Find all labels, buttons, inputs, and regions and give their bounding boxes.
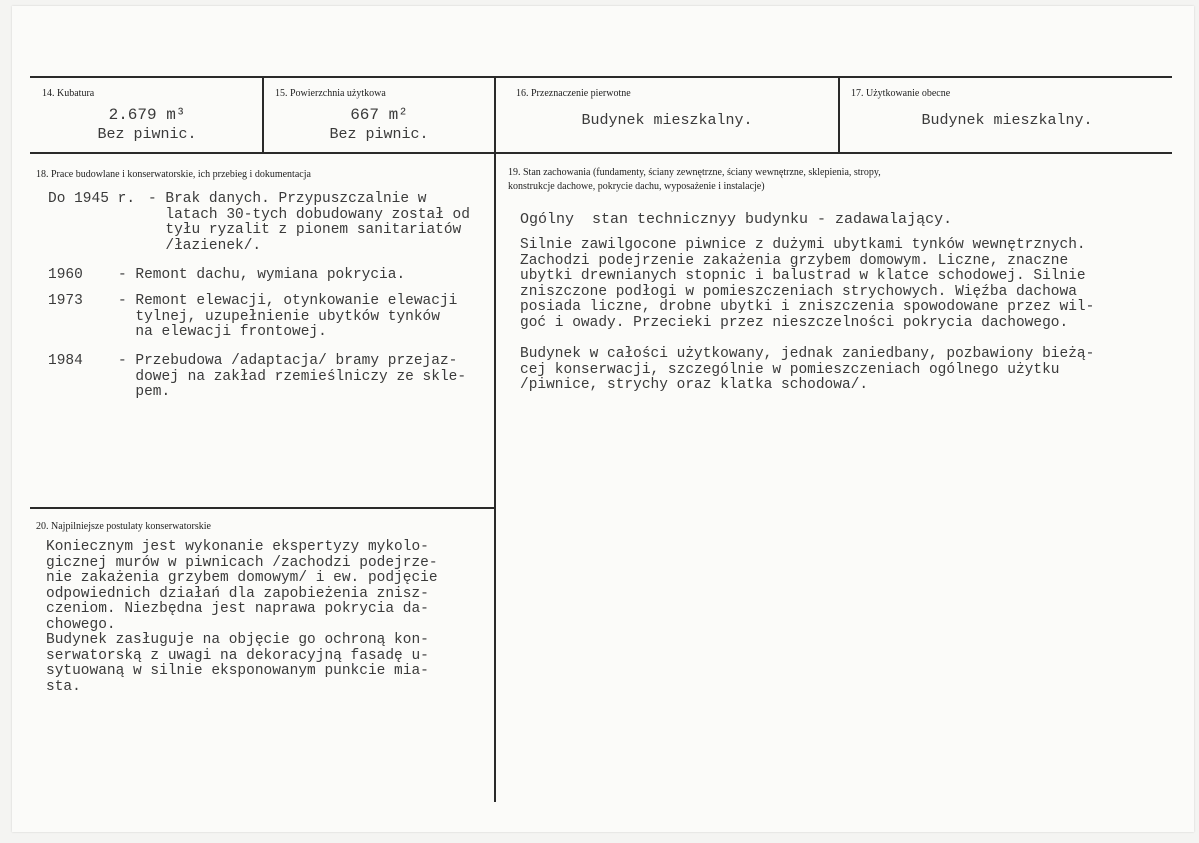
cubature-value: 2.679 m³ (108, 106, 186, 124)
conservation-postulates: Koniecznym jest wykonanie ekspertyzy mykolo- gicznej murów w piwnicach /zachodzi podejrze- nie zakażenia grzybem domowym/ i ew. podjęcie odpowiednich działań dla zapobieżenia znisz- czeniom. Niezbędna jest naprawa pokrycia da- chowego. Budynek zasługuje na objęcie go ochroną kon- serwatorską z uwagi na dekoracyjną fasadę u- sytuowaną w silnie eksponowanym punkcie mia- sta. (46, 539, 438, 695)
divider-16-17 (838, 76, 840, 153)
header-bottom-rule (30, 152, 1172, 154)
entry-text: - Remont dachu, wymiana pokrycia. (118, 267, 406, 283)
entry-year: 1960 (48, 267, 83, 283)
section-18-label: 18. Prace budowlane i konserwatorskie, ich przebieg i dokumentacja (36, 169, 311, 180)
condition-usage: Budynek w całości użytkowany, jednak zaniedbany, pozbawiony bieżą- cej konserwacji, szczególnie w pomieszczeniach ogólnego użytku /piwnice, strychy oraz klatka schodowa/. (520, 346, 1095, 393)
divider-14-15 (262, 76, 264, 153)
current-use-value: Budynek mieszkalny. (921, 112, 1093, 129)
cubature-note: Bez piwnic. (97, 126, 197, 143)
entry-year: 1973 (48, 293, 83, 309)
entry-year: Do 1945 r. (48, 191, 136, 207)
section-20-label: 20. Najpilniejsze postulaty konserwatorskie (36, 521, 211, 532)
section-14-label: 14. Kubatura (42, 88, 95, 99)
entry-year: 1984 (48, 353, 83, 369)
divider-15-16 (494, 76, 496, 802)
entry-text: - Brak danych. Przypuszczalnie w latach 30-tych dobudowany został od tyłu ryzalit z pionem sanitariatów /łazienek/. (148, 191, 470, 254)
section-17-label: 17. Użytkowanie obecne (851, 88, 951, 99)
section-15-label: 15. Powierzchnia użytkowa (275, 88, 386, 99)
original-purpose-value: Budynek mieszkalny. (581, 112, 753, 129)
usable-area-value: 667 m² (350, 106, 408, 124)
condition-details: Silnie zawilgocone piwnice z dużymi ubytkami tynków wewnętrznych. Zachodzi podejrzenie zakażenia grzybem domowym. Liczne, znaczne ubytki drewnianych stopnic i balustrad w klatce schodowej. Silnie zniszczone podłogi w pomieszczeniach strychowych. Więźba dachowa posiada liczne, drobne ubytki i zniszczenia spowodowane przez wil- goć i owady. Przecieki przez nieszczelności pokrycia dachowego. (520, 237, 1095, 331)
entry-text: - Przebudowa /adaptacja/ bramy przejaz- dowej na zakład rzemieślniczy ze skle- pem. (118, 353, 467, 400)
section-16-label: 16. Przeznaczenie pierwotne (516, 88, 631, 99)
section-19-label: 19. Stan zachowania (fundamenty, ściany zewnętrzne, ściany wewnętrzne, sklepienia, stropy, (508, 167, 881, 178)
usable-area-note: Bez piwnic. (329, 126, 429, 143)
condition-summary: Ogólny stan technicznyy budynku - zadawalający. (520, 211, 953, 228)
entry-text: - Remont elewacji, otynkowanie elewacji tylnej, uzupełnienie ubytków tynków na elewacji frontowej. (118, 293, 458, 340)
section-19-label-cont: konstrukcje dachowe, pokrycie dachu, wyposażenie i instalacje) (508, 181, 765, 192)
top-rule (30, 76, 1172, 78)
section-18-20-divider (30, 507, 496, 509)
